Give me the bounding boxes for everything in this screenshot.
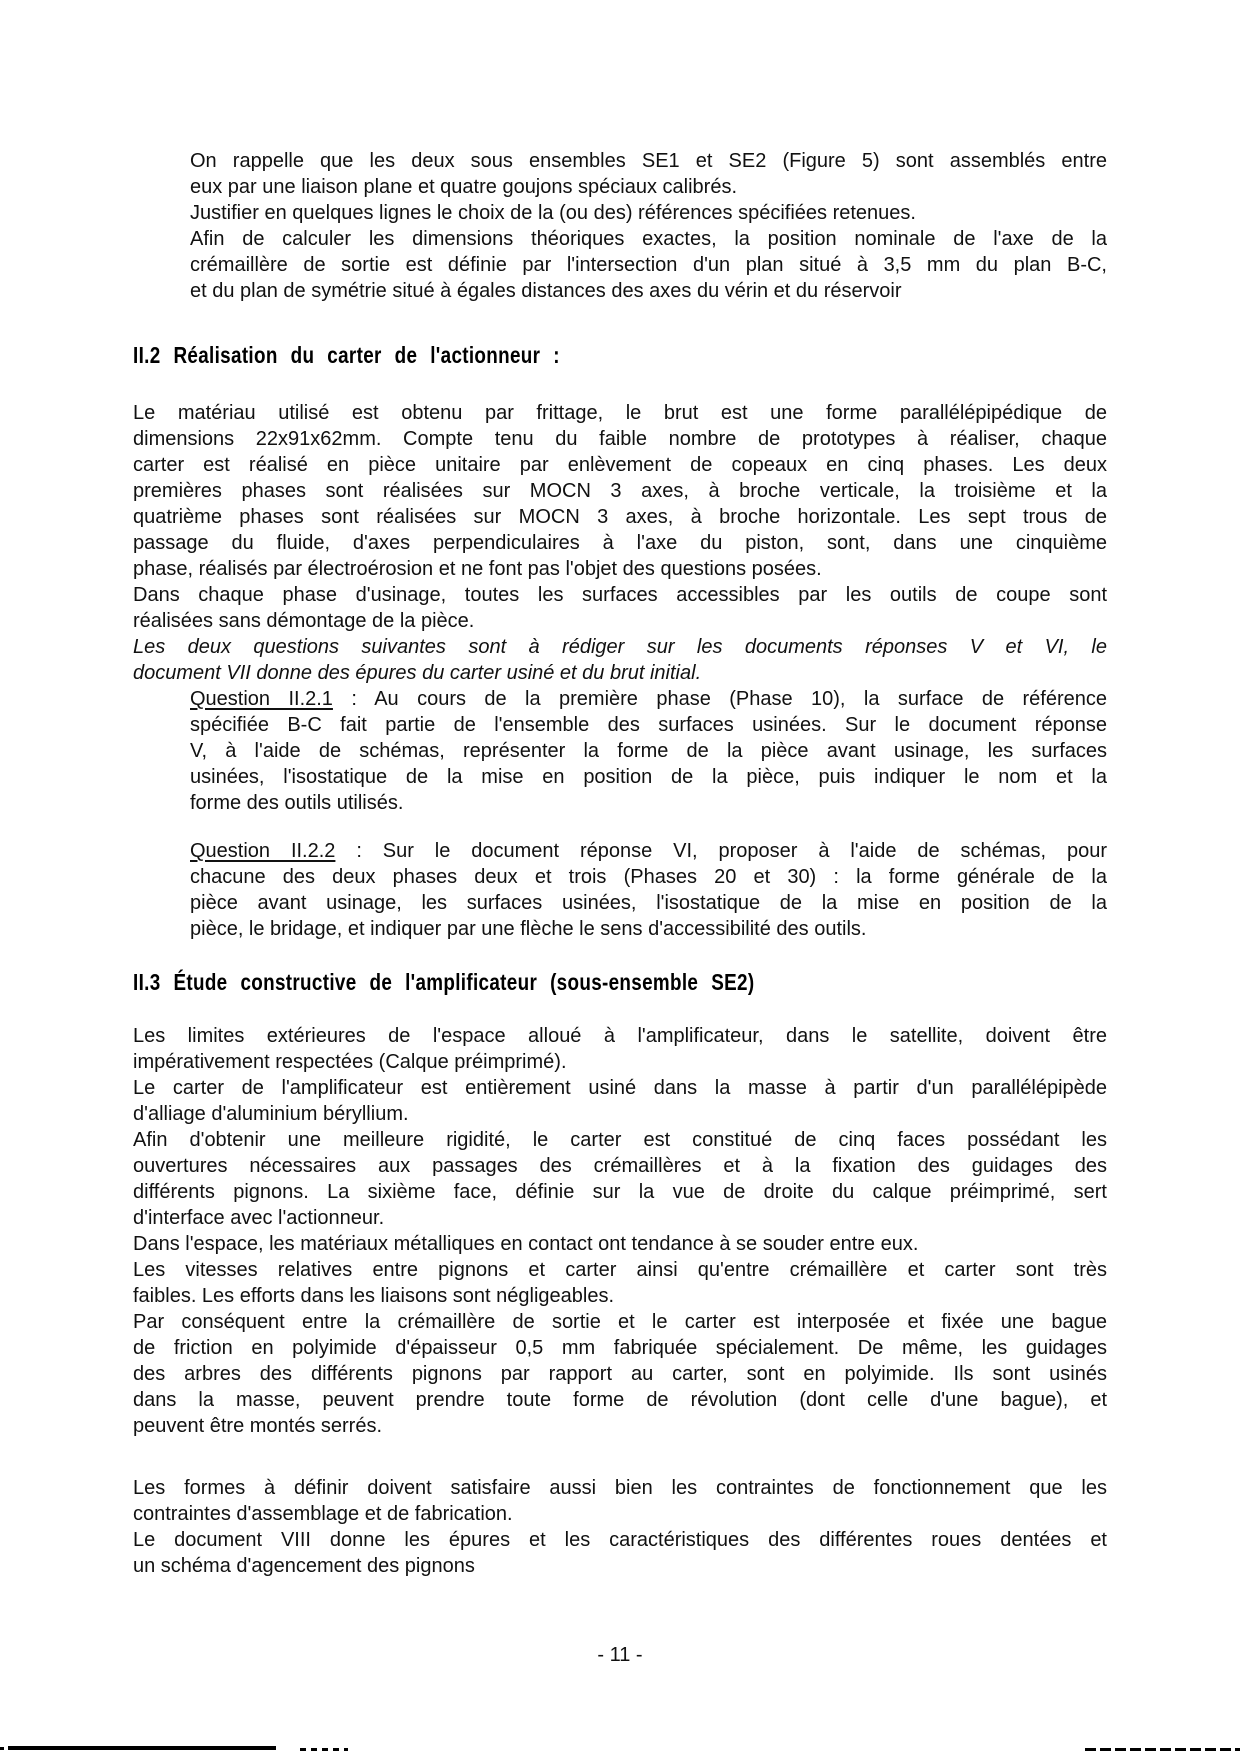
question-II-2-1 xyxy=(190,686,1107,816)
section-heading-text: II.3 Étude constructive de l'amplificateur (sous-ensemble SE2) xyxy=(133,969,755,995)
question-II-2-2 xyxy=(190,838,1107,942)
ampli-paragraph-1 xyxy=(133,1023,1107,1075)
document-VIII-paragraph xyxy=(133,1527,1107,1579)
intro-paragraph xyxy=(190,148,1107,304)
question-label: Question II.2.1 xyxy=(190,688,333,710)
ampli-paragraph-4 xyxy=(133,1231,1107,1257)
text-line: et du plan de symétrie situé à égales distances des axes du vérin et du réservoir xyxy=(190,280,902,302)
document-body xyxy=(133,148,1107,1579)
page-number: - 11 - xyxy=(597,1644,643,1666)
text-line: Afin de calculer les dimensions théoriques exactes, la position nominale de l'axe de la xyxy=(190,228,1107,250)
text-line: On rappelle que les deux sous ensembles SE1 et SE2 (Figure 5) sont assemblés entre xyxy=(190,150,1107,172)
text-line: passage du fluide, d'axes perpendiculaires à l'axe du piston, sont, dans une cinquième xyxy=(133,532,1107,554)
text-line: Dans l'espace, les matériaux métalliques en contact ont tendance à se souder entre eux. xyxy=(133,1233,919,1255)
text-line: Le document VIII donne les épures et les caractéristiques des différentes roues dentées et xyxy=(133,1529,1107,1551)
text-line: pièce, le bridage, et indiquer par une flèche le sens d'accessibilité des outils. xyxy=(190,918,867,940)
text-line: dans la masse, peuvent prendre toute forme de révolution (dont celle d'une bague), et xyxy=(133,1389,1107,1411)
text-line: usinées, l'isostatique de la mise en position de la pièce, puis indiquer le nom et la xyxy=(190,766,1107,788)
heading-II-3 xyxy=(133,968,1107,996)
formes-paragraph xyxy=(133,1475,1107,1527)
scan-artifact-bottom-left-bar xyxy=(8,1746,276,1750)
section-heading-text: II.2 Réalisation du carter de l'actionneur : xyxy=(133,342,560,368)
question-label: Question II.2.2 xyxy=(190,840,336,862)
carter-paragraph-2 xyxy=(133,582,1107,634)
ampli-paragraph-6 xyxy=(133,1309,1107,1439)
text-line: carter est réalisé en pièce unitaire par enlèvement de copeaux en cinq phases. Les deux xyxy=(133,454,1107,476)
text-line: Par conséquent entre la crémaillère de sortie et le carter est interposée et fixée une bague xyxy=(133,1311,1107,1333)
text-line: peuvent être montés serrés. xyxy=(133,1415,383,1437)
text-line: phase, réalisés par électroérosion et ne font pas l'objet des questions posées. xyxy=(133,558,822,580)
text-line: impérativement respectées (Calque préimprimé). xyxy=(133,1051,567,1073)
text-line: de friction en polyimide d'épaisseur 0,5 mm fabriquée spécialement. De même, les guidages xyxy=(133,1337,1107,1359)
text-line: Les vitesses relatives entre pignons et carter ainsi qu'entre crémaillère et carter sont très xyxy=(133,1259,1107,1281)
text-line: pièce avant usinage, les surfaces usinées, l'isostatique de la mise en position de la xyxy=(190,892,1107,914)
ampli-paragraph-2 xyxy=(133,1075,1107,1127)
scan-artifact-bottom-left-tiny xyxy=(0,1747,4,1750)
text-line: Justifier en quelques lignes le choix de la (ou des) références spécifiées retenues. xyxy=(190,202,916,224)
text-line: Le carter de l'amplificateur est entièrement usiné dans la masse à partir d'un parallélépipède xyxy=(133,1077,1107,1099)
text-line: Afin d'obtenir une meilleure rigidité, le carter est constitué de cinq faces possédant les xyxy=(133,1129,1107,1151)
text-line: d'alliage d'aluminium béryllium. xyxy=(133,1103,409,1125)
text-line: Les formes à définir doivent satisfaire aussi bien les contraintes de fonctionnement que les xyxy=(133,1477,1107,1499)
text-line: crémaillère de sortie est définie par l'intersection d'un plan situé à 3,5 mm du plan B-C, xyxy=(190,254,1107,276)
carter-paragraph-1 xyxy=(133,400,1107,582)
ampli-paragraph-5 xyxy=(133,1257,1107,1309)
text-line: chacune des deux phases deux et trois (Phases 20 et 30) : la forme générale de la xyxy=(190,866,1107,888)
heading-II-2 xyxy=(133,341,1107,369)
text-line: eux par une liaison plane et quatre goujons spéciaux calibrés. xyxy=(190,176,738,198)
text-line: différents pignons. La sixième face, définie sur la vue de droite du calque préimprimé, sert xyxy=(133,1181,1107,1203)
text-line: d'interface avec l'actionneur. xyxy=(133,1207,385,1229)
text-line: document VII donne des épures du carter usiné et du brut initial. xyxy=(133,662,702,684)
text-line: Le matériau utilisé est obtenu par frittage, le brut est une forme parallélépipédique de xyxy=(133,402,1107,424)
text-line: faibles. Les efforts dans les liaisons sont négligeables. xyxy=(133,1285,615,1307)
text-line: ouvertures nécessaires aux passages des crémaillères et à la fixation des guidages des xyxy=(133,1155,1107,1177)
text-line: Les deux questions suivantes sont à rédiger sur les documents réponses V et VI, le xyxy=(133,636,1107,658)
italic-note xyxy=(133,634,1107,686)
text-line: forme des outils utilisés. xyxy=(190,792,404,814)
text-line: Les limites extérieures de l'espace alloué à l'amplificateur, dans le satellite, doivent être xyxy=(133,1025,1107,1047)
text-line: dimensions 22x91x62mm. Compte tenu du faible nombre de prototypes à réaliser, chaque xyxy=(133,428,1107,450)
ampli-paragraph-3 xyxy=(133,1127,1107,1231)
scan-artifact-bottom-mid-dashes xyxy=(300,1748,348,1751)
text-line: premières phases sont réalisées sur MOCN 3 axes, à broche verticale, la troisième et la xyxy=(133,480,1107,502)
scan-artifact-bottom-right-dashes xyxy=(1085,1748,1240,1751)
text-line: contraintes d'assemblage et de fabrication. xyxy=(133,1503,513,1525)
text-line: V, à l'aide de schémas, représenter la forme de la pièce avant usinage, les surfaces xyxy=(190,740,1107,762)
text-line: réalisées sans démontage de la pièce. xyxy=(133,610,475,632)
text-line: Question II.2.2 : Sur le document réponse VI, proposer à l'aide de schémas, pour xyxy=(190,840,1107,862)
text-line: des arbres des différents pignons par rapport au carter, sont en polyimide. Ils sont usinés xyxy=(133,1363,1107,1385)
text-line: spécifiée B-C fait partie de l'ensemble des surfaces usinées. Sur le document réponse xyxy=(190,714,1107,736)
text-line: Question II.2.1 : Au cours de la première phase (Phase 10), la surface de référence xyxy=(190,688,1107,710)
text-line: un schéma d'agencement des pignons xyxy=(133,1555,475,1577)
text-line: Dans chaque phase d'usinage, toutes les surfaces accessibles par les outils de coupe sont xyxy=(133,584,1107,606)
text-line: quatrième phases sont réalisées sur MOCN 3 axes, à broche horizontale. Les sept trous de xyxy=(133,506,1107,528)
